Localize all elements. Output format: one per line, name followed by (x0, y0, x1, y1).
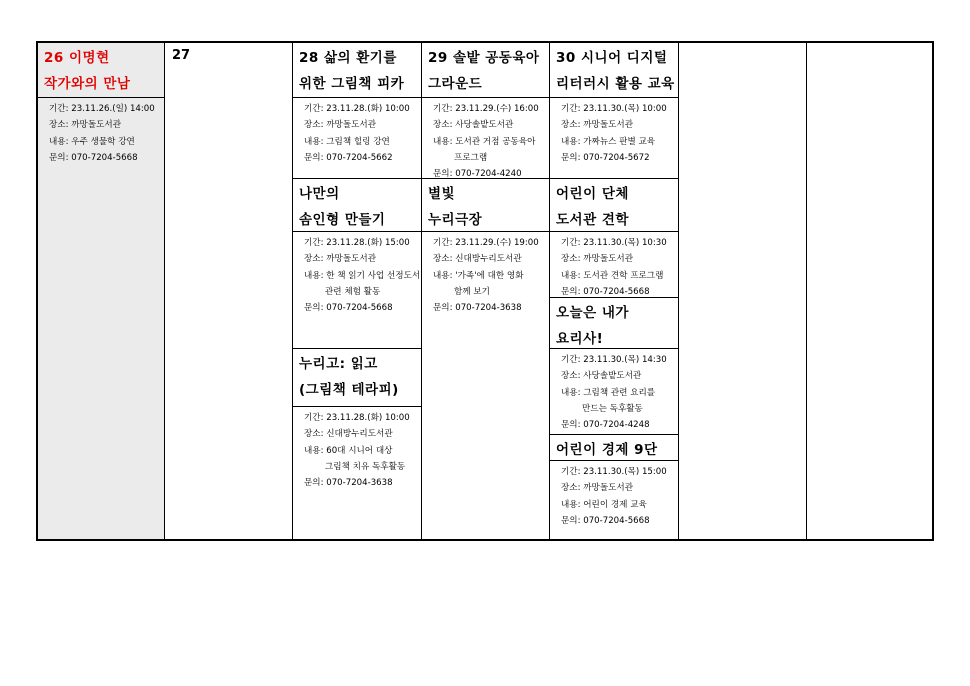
event-title-line: 도서관 견학 (556, 212, 629, 228)
event-title-line: 어린이 단체 (556, 186, 629, 202)
event-info (550, 349, 678, 433)
event-contact: 문의: 070-7204-3638 (433, 303, 522, 314)
event-date: 기간: 23.11.29.(수) 19:00 (433, 238, 539, 248)
event-contact: 문의: 070-7204-3638 (304, 478, 393, 489)
calendar-week-table (36, 41, 934, 541)
event-info (293, 98, 421, 166)
event-place: 장소: 사당솔밭도서관 (433, 120, 514, 131)
event-title-line: 29 솔밭 공동육아 (428, 50, 540, 66)
event-date: 기간: 23.11.30.(목) 10:00 (561, 104, 667, 114)
event-title-line: 그라운드 (428, 76, 483, 92)
event-place: 장소: 까망돌도서관 (561, 254, 634, 265)
event-content: 내용: 가짜뉴스 판별 교육 (561, 136, 656, 147)
event-title-cooking (550, 298, 678, 349)
event-content: 함께 보기 (454, 286, 490, 297)
event-date: 기간: 23.11.30.(목) 14:30 (561, 355, 667, 365)
event-title-picturebook-fika (293, 43, 421, 98)
day-cell-27 (165, 43, 293, 539)
day-cell-empty-2 (807, 43, 932, 539)
day-number: 27 (172, 48, 191, 63)
event-info (422, 232, 549, 316)
event-contact: 문의: 070-7204-4248 (561, 420, 650, 431)
event-info (550, 232, 678, 300)
event-title-plush-doll (293, 179, 421, 232)
event-title-line: 요리사! (556, 331, 604, 347)
event-title-digital-literacy (550, 43, 678, 98)
event-title-line: 누리고: 읽고 (299, 356, 378, 372)
event-title-line: 솜인형 만들기 (299, 212, 386, 228)
event-place: 장소: 신대방누리도서관 (433, 254, 522, 265)
event-title-library-tour (550, 179, 678, 232)
event-title-line: 나만의 (299, 186, 340, 202)
day-cell-26 (38, 43, 165, 539)
event-content: 내용: 어린이 경제 교육 (561, 499, 647, 510)
event-title-line: 26 이명현 (44, 50, 110, 66)
event-title-co-parenting (422, 43, 549, 98)
event-content: 그림책 치유 독후활동 (325, 461, 406, 472)
event-contact: 문의: 070-7204-5672 (561, 152, 650, 163)
event-date: 기간: 23.11.28.(화) 10:00 (304, 413, 410, 423)
event-title-line: 누리극장 (428, 212, 483, 228)
event-date: 기간: 23.11.26.(일) 14:00 (49, 104, 155, 114)
event-contact: 문의: 070-7204-5668 (561, 515, 650, 526)
event-content: 내용: 우주 생물학 강연 (49, 136, 135, 147)
event-content: 내용: 도서관 거점 공동육아 (433, 136, 536, 147)
event-title-line: 28 삶의 환기를 (299, 50, 397, 66)
event-title-line: 작가와의 만남 (44, 76, 131, 92)
event-content: 관련 체험 활동 (325, 286, 381, 297)
event-place: 장소: 까망돌도서관 (561, 120, 634, 131)
event-title-starlight-theater (422, 179, 549, 232)
event-title-line: 오늘은 내가 (556, 305, 629, 321)
event-date: 기간: 23.11.29.(수) 16:00 (433, 104, 539, 114)
event-title-line: 30 시니어 디지털 (556, 50, 668, 66)
event-title-line: (그림책 테라피) (299, 382, 399, 398)
day-cell-28 (293, 43, 422, 539)
event-date: 기간: 23.11.28.(화) 10:00 (304, 104, 410, 114)
day-cell-empty-1 (679, 43, 807, 539)
event-title-line: 리터러시 활용 교육 (556, 76, 675, 92)
event-content: 내용: '가족'에 대한 영화 (433, 270, 524, 281)
event-title-picturebook-therapy (293, 349, 421, 407)
event-contact: 문의: 070-7204-5668 (49, 152, 138, 163)
event-place: 장소: 까망돌도서관 (49, 120, 122, 131)
event-info (38, 98, 164, 166)
event-contact: 문의: 070-7204-5662 (304, 152, 393, 163)
event-place: 장소: 신대방누리도서관 (304, 429, 393, 440)
event-content: 프로그램 (454, 152, 488, 163)
event-content: 내용: 도서관 견학 프로그램 (561, 270, 664, 281)
event-info (550, 461, 678, 529)
event-place: 장소: 까망돌도서관 (304, 254, 377, 265)
event-title-economy (550, 435, 678, 461)
event-contact: 문의: 070-7204-5668 (304, 303, 393, 314)
event-date: 기간: 23.11.30.(목) 15:00 (561, 467, 667, 477)
event-contact: 문의: 070-7204-4240 (433, 169, 522, 180)
event-info (422, 98, 549, 182)
event-content: 내용: 한 책 읽기 사업 선정도서 (304, 270, 421, 281)
event-content: 내용: 그림책 힐링 강연 (304, 136, 390, 147)
event-date: 기간: 23.11.30.(목) 10:30 (561, 238, 667, 248)
event-content: 내용: 그림책 관련 요리를 (561, 387, 656, 398)
event-place: 장소: 까망돌도서관 (304, 120, 377, 131)
day-cell-30 (550, 43, 679, 539)
event-content: 내용: 60대 시니어 대상 (304, 445, 393, 456)
event-place: 장소: 까망돌도서관 (561, 483, 634, 494)
event-place: 장소: 사당솔밭도서관 (561, 371, 642, 382)
event-title-line: 별빛 (428, 186, 456, 202)
event-contact: 문의: 070-7204-5668 (561, 286, 650, 297)
event-info (293, 407, 421, 491)
event-date: 기간: 23.11.28.(화) 15:00 (304, 238, 410, 248)
day-cell-29 (422, 43, 550, 539)
event-title-line: 어린이 경제 9단 (556, 442, 658, 458)
event-info (293, 232, 421, 316)
event-title-line: 위한 그림책 피카 (299, 76, 405, 92)
event-content: 만드는 독후활동 (582, 403, 643, 414)
event-info (550, 98, 678, 166)
event-title-author-talk (38, 43, 164, 98)
